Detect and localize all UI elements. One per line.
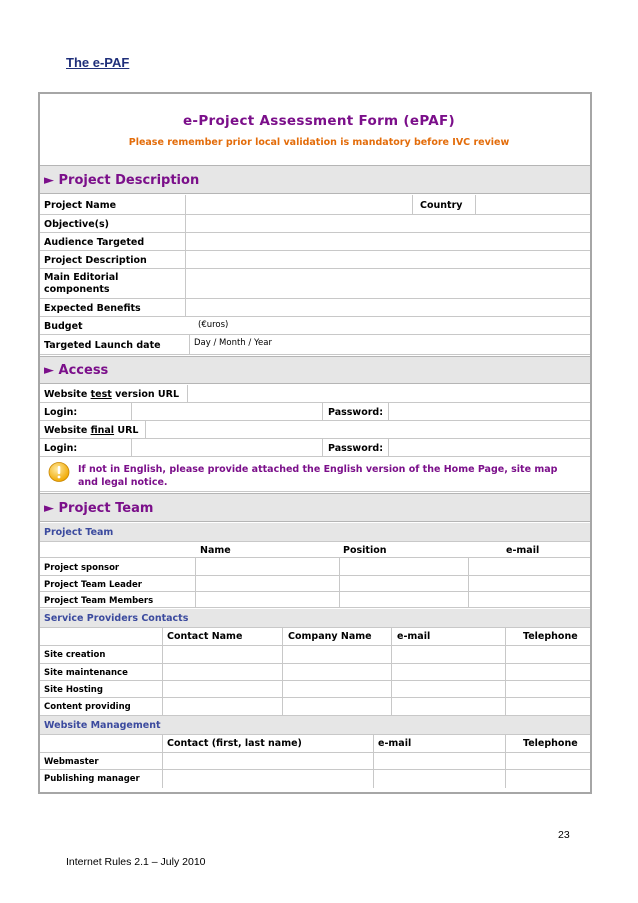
audience-field[interactable]	[186, 234, 586, 250]
provider-row-label: Site Hosting	[44, 685, 103, 695]
test-login-field[interactable]	[132, 404, 322, 420]
subheader-website-management	[40, 716, 590, 735]
section-access-label: ► Access	[44, 363, 109, 378]
label-description: Project Description	[44, 255, 147, 266]
page-number: 23	[558, 829, 570, 841]
editorial-field[interactable]	[186, 270, 586, 298]
final-password-field[interactable]	[389, 440, 586, 456]
label-test-pre: Website	[44, 389, 91, 400]
section-project-team-label: ► Project Team	[44, 501, 154, 516]
label-budget: Budget	[44, 321, 83, 332]
final-login-field[interactable]	[132, 440, 322, 456]
label-benefits: Expected Benefits	[44, 303, 141, 314]
launch-hint: Day / Month / Year	[194, 338, 272, 348]
form-title: e-Project Assessment Form (ePAF)	[182, 113, 456, 129]
budget-field[interactable]	[240, 318, 586, 334]
divider	[412, 195, 413, 215]
label-test-post: version URL	[111, 389, 180, 400]
label-editorial	[44, 272, 118, 296]
label-final-post: URL	[114, 425, 139, 436]
description-field[interactable]	[186, 252, 586, 268]
budget-hint: (€uros)	[198, 320, 229, 330]
team-entries[interactable]	[196, 559, 586, 607]
col-name: Name	[200, 545, 231, 556]
footer-text: Internet Rules 2.1 – July 2010	[66, 856, 206, 868]
provider-row-label: Content providing	[44, 702, 131, 712]
col-email: e-mail	[506, 545, 540, 556]
label-final-word: final	[90, 425, 115, 436]
test-url-field[interactable]	[188, 386, 586, 402]
label-test-url	[44, 389, 179, 400]
label-objectives: Objective(s)	[44, 219, 109, 230]
final-url-field[interactable]	[146, 422, 586, 438]
benefits-field[interactable]	[186, 300, 586, 316]
col-company-name: Company Name	[288, 631, 372, 642]
team-row-label: Project sponsor	[44, 563, 120, 573]
management-entries[interactable]	[163, 754, 586, 788]
divider	[322, 439, 323, 457]
subheader-project-team-label: Project Team	[44, 527, 114, 538]
label-final-url	[44, 425, 138, 436]
label-login: Login:	[44, 407, 78, 418]
subheader-website-management-label: Website Management	[44, 720, 161, 731]
test-password-field[interactable]	[389, 404, 586, 420]
label-country: Country	[420, 200, 463, 211]
col-telephone: Telephone	[523, 631, 578, 642]
section-project-description	[40, 165, 590, 194]
label-audience: Audience Targeted	[44, 237, 145, 248]
page-heading: The e-PAF	[66, 55, 130, 70]
label-final-pre: Website	[44, 425, 91, 436]
provider-entries[interactable]	[163, 647, 586, 715]
subheader-project-team	[40, 523, 590, 542]
management-row-label: Webmaster	[44, 757, 99, 767]
objectives-field[interactable]	[186, 216, 586, 232]
subheader-service-providers-label: Service Providers Contacts	[44, 613, 189, 624]
section-project-description-label: ► Project Description	[44, 173, 200, 188]
label-password: Password:	[328, 407, 384, 418]
label-password: Password:	[328, 443, 384, 454]
col-telephone: Telephone	[523, 738, 578, 749]
divider	[322, 403, 323, 421]
country-field[interactable]	[476, 196, 586, 214]
warning-icon	[48, 461, 70, 483]
label-launch: Targeted Launch date	[44, 340, 161, 351]
provider-row-label: Site creation	[44, 650, 106, 660]
access-note	[78, 463, 568, 489]
col-email: e-mail	[378, 738, 412, 749]
form-subtitle: Please remember prior local validation is mandatory before IVC review	[128, 137, 510, 148]
launch-field[interactable]	[290, 336, 586, 354]
divider	[40, 491, 590, 492]
label-test-word: test	[90, 389, 112, 400]
label-project-name: Project Name	[44, 200, 117, 211]
management-header-row	[40, 735, 590, 753]
divider	[189, 335, 190, 355]
team-row-label: Project Team Leader	[44, 580, 142, 590]
access-note-line2: and legal notice.	[78, 477, 168, 488]
access-note-line1: If not in English, please provide attached the English version of the Home Page, site map	[78, 464, 558, 475]
management-row-label: Publishing manager	[44, 774, 140, 784]
label-login: Login:	[44, 443, 78, 454]
team-row-label: Project Team Members	[44, 596, 154, 606]
subheader-service-providers	[40, 609, 590, 628]
label-editorial-line1: Main Editorial	[44, 272, 119, 283]
col-contact: Contact (first, last name)	[167, 738, 302, 749]
col-contact-name: Contact Name	[167, 631, 243, 642]
section-access	[40, 356, 590, 384]
label-editorial-line2: components	[44, 284, 110, 295]
provider-row-label: Site maintenance	[44, 668, 128, 678]
section-project-team	[40, 493, 590, 522]
col-position: Position	[343, 545, 387, 556]
project-name-field[interactable]	[186, 196, 412, 214]
col-email: e-mail	[397, 631, 431, 642]
